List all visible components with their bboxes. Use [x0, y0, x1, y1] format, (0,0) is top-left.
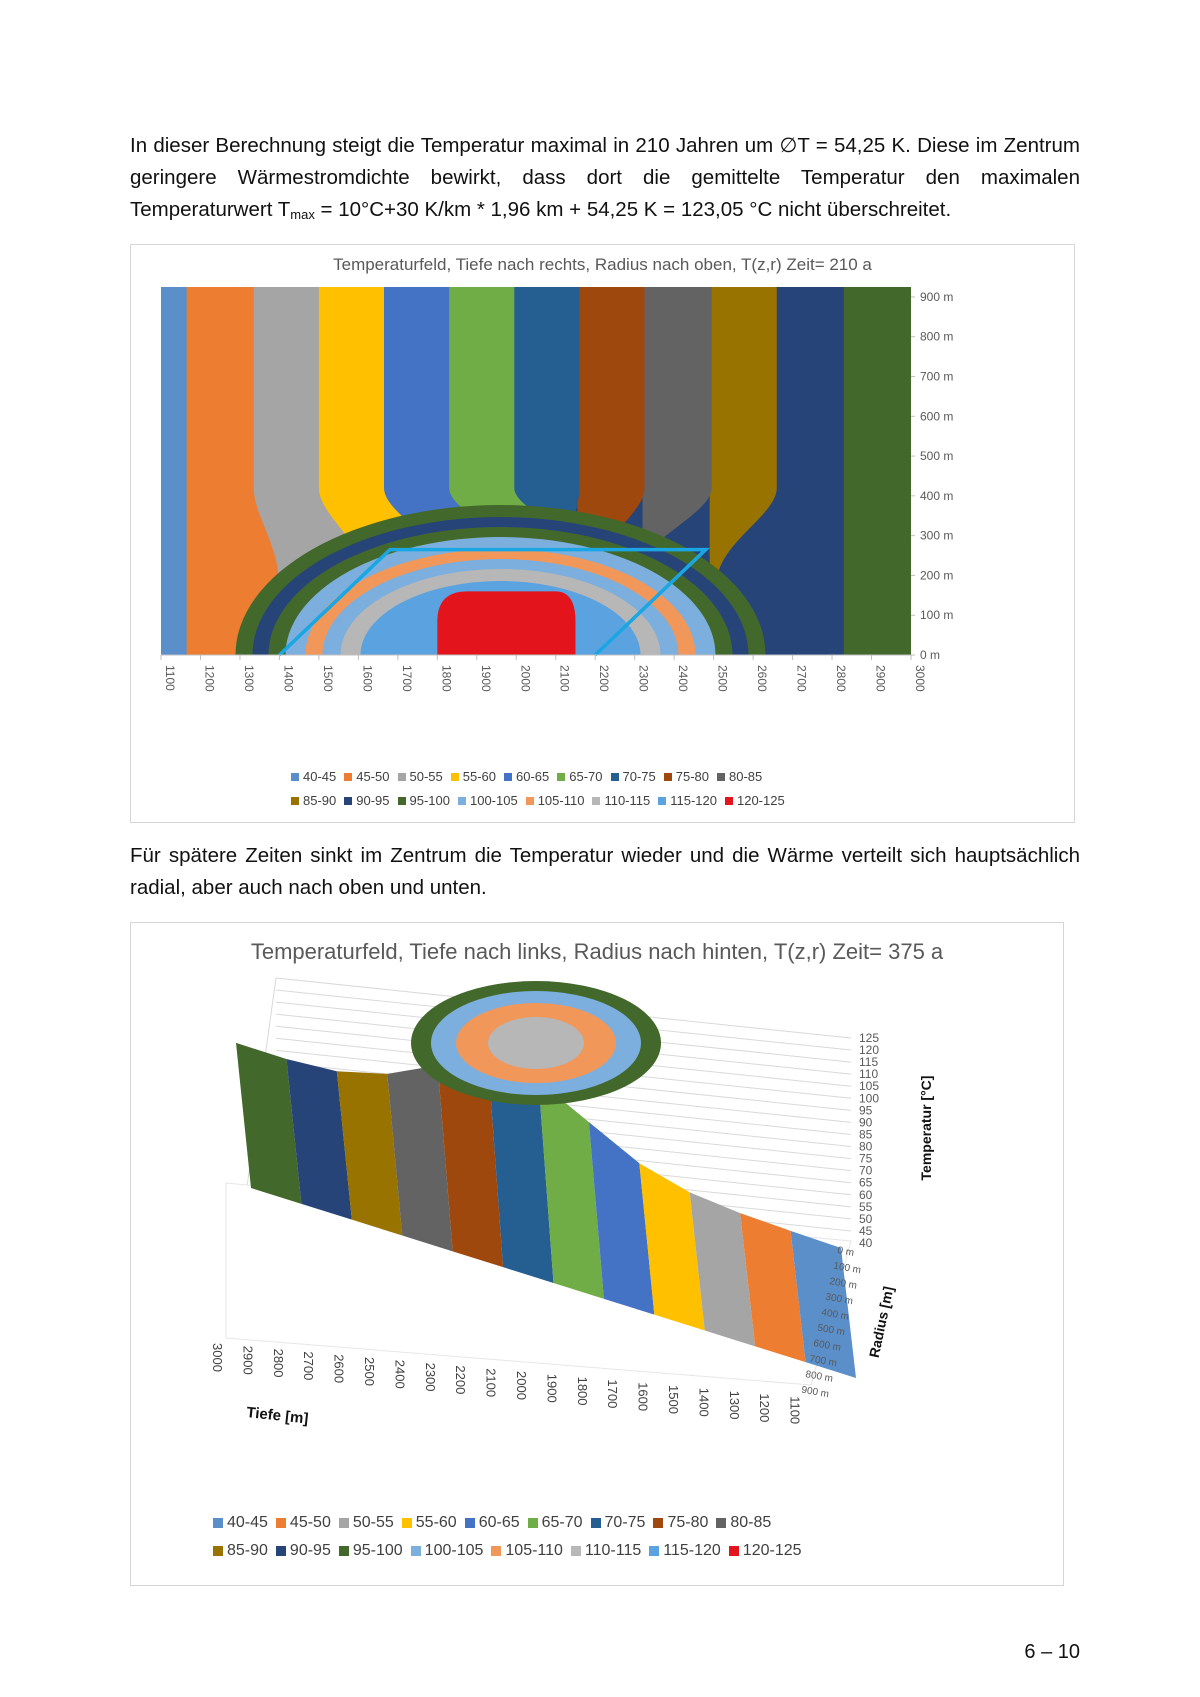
x-tick-label: 2700 — [794, 665, 809, 692]
depth-tick-label: 1400 — [696, 1387, 712, 1417]
legend-label: 50-55 — [352, 1514, 394, 1531]
y-tick-label: 700 m — [920, 369, 954, 384]
legend-item — [213, 1542, 268, 1560]
legend-row — [213, 1542, 810, 1560]
chart-title: Temperaturfeld, Tiefe nach links, Radius nach hinten, T(z,r) Zeit= 375 a — [250, 939, 944, 964]
y-tick-label: 500 m — [920, 449, 954, 464]
legend-item — [339, 1542, 403, 1560]
z-tick-label: 120 — [859, 1043, 880, 1058]
legend-item — [528, 1514, 583, 1532]
legend-swatch — [716, 1518, 726, 1528]
legend-swatch — [451, 773, 459, 781]
legend-item — [398, 769, 443, 784]
x-tick-label: 2500 — [715, 665, 730, 692]
legend-swatch — [344, 797, 352, 805]
legend-label: 100-105 — [469, 793, 518, 808]
legend-swatch — [344, 773, 352, 781]
legend-item — [592, 793, 650, 808]
x-tick-label: 1700 — [399, 665, 414, 692]
depth-tick-label: 1100 — [787, 1396, 803, 1425]
legend-item — [526, 793, 585, 808]
legend-label: 45-50 — [356, 769, 390, 784]
y-tick-label: 800 m — [920, 329, 954, 344]
legend-swatch — [291, 773, 299, 781]
z-tick-label: 95 — [859, 1103, 873, 1118]
z-tick-label: 65 — [859, 1175, 873, 1190]
legend-swatch — [528, 1518, 538, 1528]
depth-axis-title: Tiefe [m] — [245, 1404, 310, 1428]
radius-tick-label: 200 m — [828, 1276, 858, 1292]
legend-item — [291, 793, 336, 808]
radius-tick-label: 400 m — [820, 1307, 850, 1323]
legend-swatch — [526, 797, 534, 805]
legend-label: 60-65 — [516, 769, 550, 784]
legend-label: 100-105 — [424, 1542, 484, 1559]
radius-tick-label: 0 m — [836, 1245, 855, 1259]
z-tick-label: 105 — [859, 1079, 880, 1094]
depth-tick-label: 1300 — [726, 1390, 742, 1420]
paragraph-later: Für spätere Zeiten sinkt im Zentrum die Temperatur wieder und die Wärme verteilt sich hauptsächlich radial, aber auch nach oben und unten. — [130, 844, 1080, 899]
legend-swatch — [291, 797, 299, 805]
z-tick-label: 75 — [859, 1151, 873, 1166]
legend-label: 75-80 — [667, 1514, 709, 1531]
legend-swatch — [213, 1546, 223, 1556]
x-tick-label: 2200 — [597, 665, 612, 692]
legend-item — [571, 1542, 641, 1560]
radius-tick-label: 500 m — [816, 1322, 846, 1339]
x-tick-label: 2800 — [834, 665, 849, 692]
x-tick-label: 2300 — [636, 665, 651, 692]
z-tick-label: 100 — [859, 1091, 880, 1106]
depth-tick-label: 2000 — [514, 1371, 529, 1400]
legend-item — [729, 1542, 802, 1560]
legend-swatch — [717, 773, 725, 781]
legend-swatch — [339, 1546, 349, 1556]
y-tick-label: 300 m — [920, 528, 954, 543]
x-tick-label: 1200 — [202, 665, 217, 692]
x-tick-label: 2400 — [676, 665, 691, 692]
z-tick-label: 50 — [859, 1211, 873, 1226]
legend-row — [213, 1514, 810, 1532]
legend-item — [653, 1514, 708, 1532]
legend-item — [591, 1514, 646, 1532]
legend-swatch — [411, 1546, 421, 1556]
legend-label: 110-115 — [584, 1542, 642, 1559]
surface-chart-375a — [130, 922, 1064, 1586]
legend-label: 85-90 — [227, 1542, 268, 1559]
depth-tick-label: 2900 — [240, 1345, 256, 1375]
depth-tick-label: 3000 — [210, 1343, 225, 1372]
legend-item — [611, 769, 656, 784]
paragraph-intro — [130, 130, 1080, 231]
z-tick-label: 110 — [859, 1067, 879, 1082]
page-number: 6 – 10 — [1024, 1641, 1080, 1663]
legend-item — [664, 769, 709, 784]
z-tick-label: 55 — [859, 1199, 873, 1214]
legend-label: 105-110 — [537, 793, 585, 808]
legend-label: 75-80 — [675, 769, 709, 784]
legend-label: 45-50 — [289, 1514, 331, 1531]
legend-item — [725, 793, 785, 808]
legend-swatch — [213, 1518, 223, 1528]
depth-tick-label: 2300 — [422, 1362, 438, 1392]
depth-tick-label: 2500 — [362, 1357, 377, 1386]
depth-tick-label: 2100 — [483, 1368, 499, 1398]
depth-tick-label: 1800 — [574, 1376, 590, 1406]
legend-item — [451, 769, 496, 784]
contour-plot — [131, 245, 1074, 822]
band-40-45 — [159, 282, 187, 660]
z-axis-title: Temperatur [°C] — [918, 1075, 934, 1181]
legend-label: 80-85 — [730, 1514, 772, 1531]
tmax-subscript: max — [290, 207, 315, 222]
radius-tick-label: 300 m — [824, 1291, 854, 1308]
legend-swatch — [465, 1518, 475, 1528]
legend-label: 95-100 — [409, 793, 450, 808]
legend-item — [465, 1514, 520, 1532]
band-90-95 — [775, 282, 844, 660]
legend-item — [491, 1542, 563, 1560]
x-tick-label: 1300 — [241, 665, 256, 692]
legend-swatch — [557, 773, 565, 781]
legend-label: 70-75 — [604, 1514, 646, 1531]
legend-item — [213, 1514, 268, 1532]
legend-item — [716, 1514, 771, 1532]
x-tick-label: 2100 — [557, 665, 572, 692]
y-tick-label: 900 m — [920, 289, 954, 304]
y-tick-label: 0 m — [920, 648, 941, 662]
radius-tick-label: 700 m — [808, 1353, 838, 1370]
legend-swatch — [664, 773, 672, 781]
chart-title: Temperaturfeld, Tiefe nach rechts, Radius nach oben, T(z,r) Zeit= 210 a — [333, 255, 872, 274]
z-tick-label: 80 — [859, 1139, 873, 1154]
z-tick-label: 60 — [859, 1187, 873, 1202]
legend-item — [344, 769, 389, 784]
legend-label: 105-110 — [505, 1542, 563, 1559]
hot-zone-120-125 — [437, 591, 575, 657]
radius-tick-label: 600 m — [812, 1338, 842, 1354]
radius-tick-label: 900 m — [800, 1384, 830, 1401]
legend-label: 55-60 — [462, 769, 496, 784]
legend-label: 90-95 — [356, 793, 390, 808]
z-tick-label: 90 — [859, 1115, 873, 1130]
x-tick-label: 1900 — [478, 665, 493, 692]
legend-label: 115-120 — [670, 793, 717, 808]
radius-axis-title: Radius [m] — [865, 1284, 897, 1360]
surface-dome-110-115 — [488, 1017, 584, 1069]
legend-swatch — [658, 797, 666, 805]
legend-label: 90-95 — [289, 1542, 331, 1559]
legend-label: 40-45 — [227, 1514, 268, 1531]
legend-swatch — [504, 773, 512, 781]
legend-item — [658, 793, 717, 808]
legend-swatch — [592, 797, 600, 805]
legend-swatch — [653, 1518, 663, 1528]
depth-tick-label: 2400 — [392, 1359, 408, 1389]
legend-label: 80-85 — [729, 769, 763, 784]
depth-tick-label: 2600 — [331, 1354, 347, 1384]
legend-item — [411, 1542, 484, 1560]
paragraph-intro-text-end: = 10°C+30 K/km * 1,96 km + 54,25 K = 123,05 °C nicht überschreitet. — [314, 198, 952, 221]
legend-item — [402, 1514, 457, 1532]
legend-label: 120-125 — [742, 1542, 802, 1559]
x-tick-label: 1500 — [320, 665, 335, 692]
legend-swatch — [491, 1546, 501, 1556]
legend-label: 115-120 — [663, 1542, 721, 1559]
depth-tick-label: 1900 — [544, 1373, 560, 1403]
depth-tick-label: 2700 — [301, 1351, 317, 1381]
z-tick-label: 70 — [859, 1163, 873, 1178]
legend-swatch — [402, 1518, 412, 1528]
legend-label: 85-90 — [303, 793, 337, 808]
x-tick-label: 1100 — [163, 665, 177, 691]
legend-label: 65-70 — [541, 1514, 583, 1531]
y-tick-label: 200 m — [920, 568, 954, 583]
legend-label: 110-115 — [604, 793, 651, 808]
legend-item — [557, 769, 602, 784]
legend-swatch — [398, 797, 406, 805]
x-tick-label: 2000 — [518, 665, 533, 692]
legend-item — [398, 793, 450, 808]
surface-plot — [131, 923, 1063, 1585]
legend-item — [649, 1542, 721, 1560]
contour-bands — [159, 282, 911, 805]
legend-label: 40-45 — [303, 769, 337, 784]
depth-tick-label: 1200 — [757, 1393, 773, 1423]
depth-tick-label: 1500 — [666, 1385, 681, 1414]
chart-legend — [213, 1514, 810, 1570]
legend-item — [276, 1514, 331, 1532]
depth-tick-label: 2800 — [270, 1348, 286, 1378]
z-tick-label: 85 — [859, 1127, 873, 1142]
x-tick-label: 1800 — [439, 665, 454, 692]
z-tick-label: 40 — [859, 1236, 873, 1250]
legend-label: 60-65 — [478, 1514, 520, 1531]
legend-swatch — [339, 1518, 349, 1528]
y-tick-label: 100 m — [920, 608, 954, 623]
depth-tick-label: 1600 — [635, 1382, 651, 1412]
legend-label: 95-100 — [352, 1542, 403, 1559]
depth-tick-label: 1700 — [605, 1379, 621, 1409]
z-tick-label: 115 — [859, 1055, 879, 1070]
legend-swatch — [729, 1546, 739, 1556]
y-tick-label: 400 m — [920, 488, 954, 503]
paragraph-intro-text: In dieser Berechnung steigt die Temperatur maximal in 210 Jahren um ∅T = 54,25 K. Diese im Zentrum geringere Wärmestromdichte bewirkt, dass dort die gemittelte Temperatur den maximalen Temperaturwert T — [130, 134, 1080, 221]
radius-tick-label: 100 m — [832, 1260, 862, 1277]
z-tick-label: 45 — [859, 1223, 873, 1238]
legend-item — [344, 793, 389, 808]
legend-swatch — [725, 797, 733, 805]
x-tick-label: 2900 — [873, 665, 888, 692]
legend-swatch — [398, 773, 406, 781]
legend-item — [276, 1542, 331, 1560]
chart-legend — [291, 769, 793, 817]
legend-swatch — [458, 797, 466, 805]
legend-row — [291, 793, 793, 808]
radius-tick-label: 800 m — [804, 1369, 834, 1385]
legend-row — [291, 769, 793, 784]
x-tick-label: 2600 — [755, 665, 770, 692]
y-tick-label: 600 m — [920, 409, 954, 424]
legend-label: 65-70 — [569, 769, 603, 784]
depth-tick-label: 2200 — [453, 1365, 469, 1395]
legend-swatch — [571, 1546, 581, 1556]
legend-swatch — [276, 1518, 286, 1528]
legend-label: 50-55 — [409, 769, 443, 784]
legend-swatch — [649, 1546, 659, 1556]
x-tick-label: 3000 — [913, 665, 927, 692]
band-95-100 — [842, 282, 911, 660]
legend-item — [504, 769, 549, 784]
legend-item — [339, 1514, 394, 1532]
x-tick-label: 1400 — [281, 665, 296, 692]
legend-item — [458, 793, 518, 808]
legend-label: 70-75 — [622, 769, 656, 784]
legend-label: 120-125 — [736, 793, 785, 808]
legend-swatch — [611, 773, 619, 781]
legend-swatch — [591, 1518, 601, 1528]
z-tick-label: 125 — [859, 1031, 880, 1045]
contour-chart-210a — [130, 244, 1075, 823]
legend-label: 55-60 — [415, 1514, 457, 1531]
legend-swatch — [276, 1546, 286, 1556]
legend-item — [291, 769, 336, 784]
legend-item — [717, 769, 762, 784]
x-tick-label: 1600 — [360, 665, 375, 692]
